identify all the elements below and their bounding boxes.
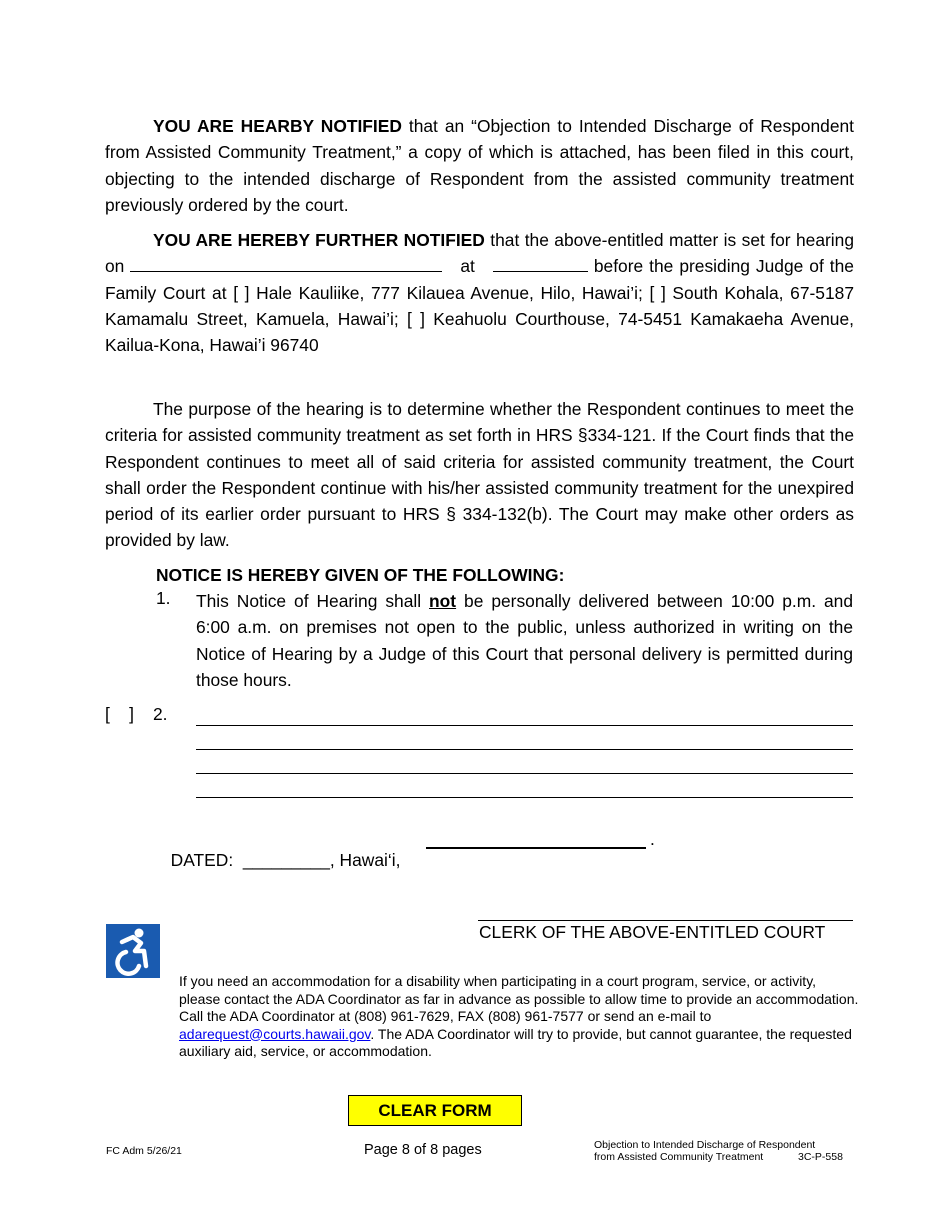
item-1-post: be personally delivered between 10:00 p.m. and 6:00 a.m. on premises not open to the public, unless authorized in writing on the Notice of Hearing by a Judge of this Court that personal delivery is permitted during those hours. <box>196 591 853 690</box>
dated-period: . <box>650 829 655 849</box>
dated-row <box>161 829 400 871</box>
ada-line-1: If you need an accommodation for a disability when participating in a court program, service, or activity, <box>179 973 817 989</box>
notice-given-heading: NOTICE IS HEREBY GIVEN OF THE FOLLOWING: <box>156 565 565 585</box>
ada-line-5: auxiliary aid, service, or accommodation. <box>179 1043 432 1059</box>
accessibility-icon <box>106 924 160 978</box>
footer-form-number: 3C-P-558 <box>798 1151 843 1163</box>
footer-title-1: Objection to Intended Discharge of Respondent <box>594 1139 816 1151</box>
dated-place: , Hawai‘i, <box>329 850 401 870</box>
item-2-line-1[interactable] <box>196 725 853 726</box>
notice-heading-bold: YOU ARE HEARBY NOTIFIED <box>153 116 402 136</box>
ada-email-link[interactable]: adarequest@courts.hawaii.gov <box>179 1025 371 1042</box>
item-1-number: 1. <box>156 588 171 608</box>
item-2-line-2[interactable] <box>196 749 853 750</box>
item-2-number: 2. <box>153 704 168 724</box>
notice-paragraph <box>105 113 854 218</box>
further-notified-bold: YOU ARE HEREBY FURTHER NOTIFIED <box>153 230 485 250</box>
ada-line-3: Call the ADA Coordinator at (808) 961-7629, FAX (808) 961-7577 or send an e-mail to <box>179 1008 712 1024</box>
item-1-emphasis: not <box>429 591 457 611</box>
footer-title-2: from Assisted Community Treatment <box>594 1151 764 1163</box>
purpose-text: The purpose of the hearing is to determine whether the Respondent continues to meet the criteria for assisted community treatment as set forth in HRS §334-121. If the Court finds that the Respondent continues to meet all of said criteria for assisted community treatment, the Court shall order the Respondent continue with his/her assisted community treatment for the unexpired period of its earlier order pursuant to HRS § 334-132(b). The Court may make other orders as provided by law. <box>105 399 854 551</box>
hearing-text-2: before the presiding Judge of the Family Court at [ ] Hale Kauliike, 777 Kilauea Avenue, Hilo, Hawai’i; [ ] South Kohala, 67-5187 Kamamalu Street, Kamuela, Hawai’i; [ ] Keahuolu Courthouse, 74-5451 Kamakaeha Avenue, Kailua-Kona, Hawai’i 96740 <box>105 256 854 356</box>
ada-line-4: . The ADA Coordinator will try to provide, but cannot guarantee, the requested <box>370 1025 852 1042</box>
notice-text: that an “Objection to Intended Discharge of Respondent from Assisted Community Treatment,” a copy of which is attached, has been filed in this court, objecting to the intended discharge of Respondent from the assisted community treatment previously ordered by the court. <box>105 116 855 215</box>
item-1-pre: This Notice of Hearing shall <box>196 591 430 611</box>
hearing-time-field[interactable] <box>493 253 588 272</box>
hearing-paragraph <box>105 227 854 358</box>
dated-day-field[interactable]: _________ <box>242 850 330 870</box>
clerk-label: CLERK OF THE ABOVE-ENTITLED COURT <box>479 922 826 942</box>
item-2-checkbox[interactable]: [ ] <box>105 704 134 724</box>
clear-form-button[interactable]: CLEAR FORM <box>348 1095 522 1126</box>
item-2-line-3[interactable] <box>196 773 853 774</box>
purpose-paragraph <box>105 396 854 554</box>
at-label: at <box>460 256 475 277</box>
dated-label: DATED: <box>170 850 234 870</box>
hearing-text-1: that the above-entitled matter is set for hearing on <box>105 230 854 277</box>
item-2-line-4[interactable] <box>196 797 853 798</box>
hearing-date-field[interactable] <box>130 253 442 272</box>
ada-line-2: please contact the ADA Coordinator as far in advance as possible to allow time to provide an accommodation. <box>179 990 859 1007</box>
footer-page-number: Page 8 of 8 pages <box>364 1142 482 1158</box>
item-1-text <box>196 588 853 693</box>
footer-form-date: FC Adm 5/26/21 <box>106 1145 182 1157</box>
dated-location-field[interactable] <box>426 847 646 849</box>
ada-notice <box>179 973 939 1061</box>
